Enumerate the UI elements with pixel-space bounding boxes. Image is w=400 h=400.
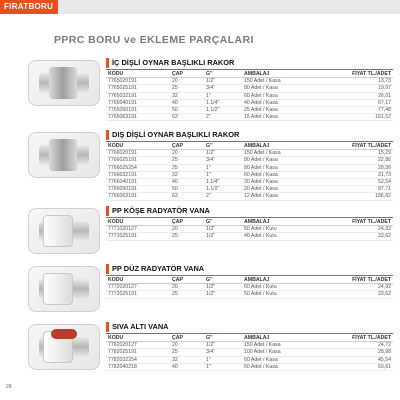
column-header: G'' xyxy=(206,219,213,225)
table-cell: 15 Adet / Kasa xyxy=(244,114,278,121)
column-header: ÇAP xyxy=(172,277,183,283)
table-cell: 25 xyxy=(172,164,178,171)
section-header xyxy=(106,58,393,68)
table-cell: 28,36 xyxy=(378,164,391,171)
section-accent xyxy=(106,264,109,274)
table-cell: 77,48 xyxy=(378,106,391,113)
table-cell: 7766025191 xyxy=(108,157,137,164)
table-cell: 24,92 xyxy=(378,226,391,233)
section-accent xyxy=(106,130,109,140)
table-cell: 1'' xyxy=(206,164,211,171)
table-cell: 40 Adet / Kutu xyxy=(244,233,277,240)
table-cell: 20 Adet / Kasa xyxy=(244,186,278,193)
table-cell: 50 Adet / Kutu xyxy=(244,291,277,298)
table-cell: 1'' xyxy=(206,171,211,178)
page-title: PPRC BORU ve EKLEME PARÇALARI xyxy=(54,34,254,46)
table-cell: 1/2'' xyxy=(206,233,216,240)
table-cell: 20 xyxy=(172,226,178,233)
column-header: G'' xyxy=(206,143,213,149)
column-header: AMBALAJ xyxy=(244,277,270,283)
table-cell: 20 xyxy=(172,78,178,85)
table-cell: 7765050191 xyxy=(108,106,137,113)
table-row xyxy=(106,186,393,193)
section-header xyxy=(106,206,393,216)
table-cell: 26,01 xyxy=(378,92,391,99)
table-cell: 20 xyxy=(172,342,178,349)
table-cell: 13,73 xyxy=(378,78,391,85)
product-image xyxy=(28,60,100,106)
page-number: 28 xyxy=(6,384,12,390)
table-cell: 1/2'' xyxy=(206,150,216,157)
table-row xyxy=(106,78,393,85)
table-row xyxy=(106,357,393,364)
table-cell: 60 Adet / Kasa xyxy=(244,171,278,178)
section-title: PP DÜZ RADYATÖR VANA xyxy=(112,264,205,273)
section-header xyxy=(106,264,393,274)
section-divider xyxy=(106,275,393,276)
section-divider xyxy=(106,217,393,218)
table-cell: 1.1/4'' xyxy=(206,99,220,106)
price-table xyxy=(106,143,393,201)
table-cell: 33,62 xyxy=(378,291,391,298)
table-cell: 7771020127 xyxy=(108,226,137,233)
table-cell: 100 Adet / Kasa xyxy=(244,349,281,356)
table-cell: 1/2'' xyxy=(206,78,216,85)
table-cell: 7772025191 xyxy=(108,291,137,298)
table-row xyxy=(106,150,393,157)
table-row xyxy=(106,364,393,371)
table-cell: 31,73 xyxy=(378,171,391,178)
table-cell: 7782025191 xyxy=(108,349,137,356)
table-cell: 7765025191 xyxy=(108,85,137,92)
table-row xyxy=(106,349,393,356)
table-cell: 30 Adet / Kasa xyxy=(244,178,278,185)
table-cell: 60 Adet / Kasa xyxy=(244,356,278,363)
table-cell: 3/4'' xyxy=(206,157,216,164)
table-header-row xyxy=(106,71,393,78)
table-cell: 50 xyxy=(172,106,178,113)
column-header: G'' xyxy=(206,277,213,283)
column-header: AMBALAJ xyxy=(244,71,270,77)
table-row xyxy=(106,172,393,179)
table-cell: 52,54 xyxy=(378,178,391,185)
table-cell: 7765063191 xyxy=(108,114,137,121)
table-cell: 50 Adet / Kutu xyxy=(244,226,277,233)
table-row xyxy=(106,114,393,121)
price-table xyxy=(106,277,393,299)
table-cell: 7771025191 xyxy=(108,233,137,240)
table-cell: 25 xyxy=(172,349,178,356)
table-cell: 1/2'' xyxy=(206,342,216,349)
table-cell: 2'' xyxy=(206,114,211,121)
valve-handle-shape xyxy=(51,329,77,339)
table-cell: 40 xyxy=(172,363,178,370)
section-divider xyxy=(106,333,393,334)
table-row xyxy=(106,193,393,200)
table-cell: 3/4'' xyxy=(206,85,216,92)
table-header-row xyxy=(106,143,393,150)
table-cell: 7766050191 xyxy=(108,186,137,193)
section-accent xyxy=(106,322,109,332)
table-cell: 7766025254 xyxy=(108,164,137,171)
table-row xyxy=(106,93,393,100)
section-divider xyxy=(106,69,393,70)
table-cell: 186,82 xyxy=(375,193,391,200)
table-cell: 1.1/2'' xyxy=(206,106,220,113)
table-cell: 60 Adet / Kasa xyxy=(244,92,278,99)
table-cell: 25 xyxy=(172,157,178,164)
table-header-row xyxy=(106,277,393,284)
table-cell: 20 xyxy=(172,284,178,291)
table-row xyxy=(106,100,393,107)
product-image xyxy=(28,208,100,254)
table-row xyxy=(106,226,393,233)
table-cell: 80 Adet / Kasa xyxy=(244,157,278,164)
column-header: FİYAT TL./ADET xyxy=(352,335,391,341)
table-cell: 1/2'' xyxy=(206,226,216,233)
brand-logo: FIRATBORU xyxy=(0,0,58,14)
column-header: FİYAT TL./ADET xyxy=(352,219,391,225)
section-accent xyxy=(106,206,109,216)
table-cell: 22,86 xyxy=(378,157,391,164)
column-header: AMBALAJ xyxy=(244,143,270,149)
table-cell: 80 Adet / Kasa xyxy=(244,164,278,171)
table-cell: 20 xyxy=(172,150,178,157)
product-image xyxy=(28,324,100,370)
table-cell: 25 xyxy=(172,85,178,92)
table-row xyxy=(106,157,393,164)
table-cell: 25 xyxy=(172,233,178,240)
table-cell: 7782020127 xyxy=(108,342,137,349)
table-cell: 7765032191 xyxy=(108,92,137,99)
table-row xyxy=(106,284,393,291)
section-header xyxy=(106,130,393,140)
table-cell: 32 xyxy=(172,356,178,363)
table-cell: 7765040191 xyxy=(108,99,137,106)
table-row xyxy=(106,85,393,92)
table-cell: 24,72 xyxy=(378,342,391,349)
table-cell: 1.1/2'' xyxy=(206,186,220,193)
table-cell: 1'' xyxy=(206,356,211,363)
table-cell: 1'' xyxy=(206,92,211,99)
table-row xyxy=(106,342,393,349)
section-header xyxy=(106,322,393,332)
table-cell: 40 xyxy=(172,178,178,185)
column-header: FİYAT TL./ADET xyxy=(352,71,391,77)
table-cell: 150 Adet / Kasa xyxy=(244,150,281,157)
table-cell: 1/2'' xyxy=(206,284,216,291)
table-cell: 7782040218 xyxy=(108,363,137,370)
column-header: FİYAT TL./ADET xyxy=(352,143,391,149)
fitting-shape xyxy=(49,67,77,99)
column-header: G'' xyxy=(206,71,213,77)
column-header: ÇAP xyxy=(172,71,183,77)
table-cell: 33,62 xyxy=(378,233,391,240)
table-cell: 7766063191 xyxy=(108,193,137,200)
table-cell: 45,54 xyxy=(378,356,391,363)
product-image xyxy=(28,266,100,312)
table-row xyxy=(106,107,393,114)
table-row xyxy=(106,165,393,172)
section-title: PP KÖŞE RADYATÖR VANA xyxy=(112,206,210,215)
column-header: FİYAT TL./ADET xyxy=(352,277,391,283)
fitting-shape xyxy=(49,139,77,171)
product-image xyxy=(28,132,100,178)
table-cell: 80 Adet / Kasa xyxy=(244,85,278,92)
table-cell: 2'' xyxy=(206,193,211,200)
table-cell: 1.1/4'' xyxy=(206,178,220,185)
section-title: SIVA ALTI VANA xyxy=(112,322,169,331)
table-cell: 19,97 xyxy=(378,85,391,92)
table-header-row xyxy=(106,219,393,226)
column-header: KODU xyxy=(108,143,124,149)
column-header: KODU xyxy=(108,71,124,77)
column-header: AMBALAJ xyxy=(244,219,270,225)
table-row xyxy=(106,179,393,186)
table-cell: 12 Adet / Kasa xyxy=(244,193,278,200)
column-header: KODU xyxy=(108,219,124,225)
table-cell: 161,52 xyxy=(375,114,391,121)
table-cell: 25 Adet / Kasa xyxy=(244,106,278,113)
table-cell: 63 xyxy=(172,193,178,200)
table-row xyxy=(106,291,393,298)
table-header-row xyxy=(106,335,393,342)
column-header: ÇAP xyxy=(172,143,183,149)
valve-body-shape xyxy=(43,273,73,305)
price-table xyxy=(106,219,393,241)
table-cell: 63 xyxy=(172,114,178,121)
table-cell: 40 Adet / Kasa xyxy=(244,99,278,106)
table-cell: 50 Adet / Kasa xyxy=(244,363,278,370)
table-cell: 97,71 xyxy=(378,186,391,193)
table-cell: 150 Adet / Kasa xyxy=(244,342,281,349)
section-divider xyxy=(106,141,393,142)
table-cell: 24,92 xyxy=(378,284,391,291)
table-cell: 1/2'' xyxy=(206,291,216,298)
table-cell: 60 Adet / Kutu xyxy=(244,284,277,291)
column-header: ÇAP xyxy=(172,335,183,341)
table-cell: 7782032254 xyxy=(108,356,137,363)
price-table xyxy=(106,71,393,121)
section-title: İÇ DİŞLİ OYNAR BAŞLIKLI RAKOR xyxy=(112,58,235,67)
table-cell: 1'' xyxy=(206,363,211,370)
section-accent xyxy=(106,58,109,68)
column-header: AMBALAJ xyxy=(244,335,270,341)
column-header: KODU xyxy=(108,335,124,341)
column-header: G'' xyxy=(206,335,213,341)
section-title: DIŞ DİŞLİ OYNAR BAŞLIKLI RAKOR xyxy=(112,130,240,139)
valve-body-shape xyxy=(43,215,73,247)
table-cell: 59,61 xyxy=(378,363,391,370)
table-cell: 7766020191 xyxy=(108,150,137,157)
table-cell: 25 xyxy=(172,291,178,298)
table-cell: 3/4'' xyxy=(206,349,216,356)
table-cell: 7772020127 xyxy=(108,284,137,291)
table-cell: 32 xyxy=(172,171,178,178)
table-cell: 7765020191 xyxy=(108,78,137,85)
table-cell: 7766040191 xyxy=(108,178,137,185)
table-cell: 67,17 xyxy=(378,99,391,106)
top-bar xyxy=(0,0,400,14)
price-table xyxy=(106,335,393,371)
table-cell: 15,29 xyxy=(378,150,391,157)
table-cell: 40 xyxy=(172,99,178,106)
column-header: KODU xyxy=(108,277,124,283)
column-header: ÇAP xyxy=(172,219,183,225)
table-cell: 7766032191 xyxy=(108,171,137,178)
table-cell: 28,98 xyxy=(378,349,391,356)
table-cell: 50 xyxy=(172,186,178,193)
table-cell: 150 Adet / Kasa xyxy=(244,78,281,85)
table-row xyxy=(106,233,393,240)
table-cell: 32 xyxy=(172,92,178,99)
